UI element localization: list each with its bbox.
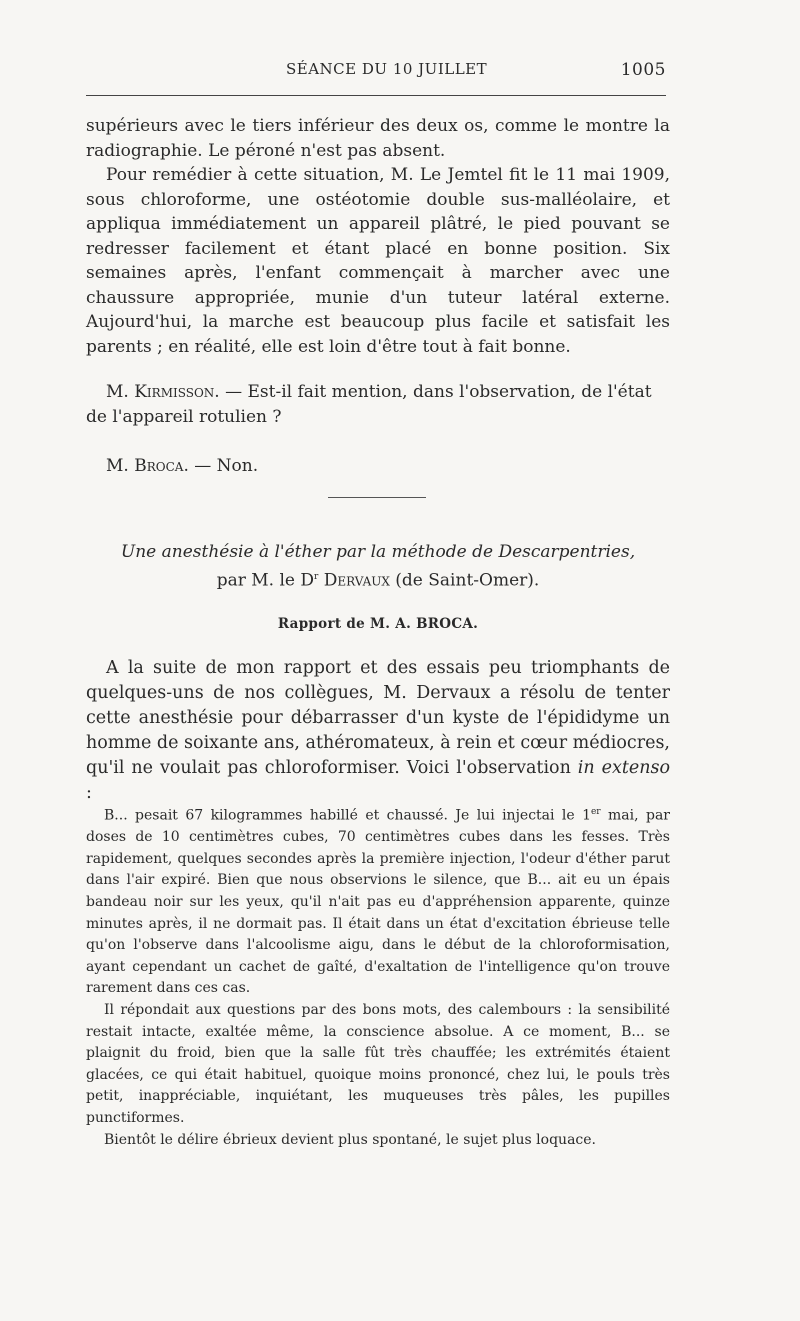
observation-paragraph-2: Il répondait aux questions par des bons mots, des calembours : la sensibilité restait intacte, exaltée même, la conscience absolue. A ce moment, B... se plaignit du froid, bien que la salle fût très chauffée; les extrémités étaient glacées, ce qui était habituel, quoique moins prononcé, chez lui, le pouls très petit, inappréciable, inquiétant, les muqueuses très pâles, les pupilles punctiformes. xyxy=(86,1002,670,1126)
kirmisson-remark xyxy=(86,380,670,430)
intro-paragraph-2: Pour remédier à cette situation, M. Le Jemtel fit le 11 mai 1909, sous chloroforme, une ostéotomie double sus-malléolaire, et appliqua immédiatement un appareil plâtré, le pied pouvant se redresser facilement et étant placé en bonne position. Six semaines après, l'enfant commençait à marcher avec une chaussure appropriée, munie d'un tuteur latéral externe. Aujourd'hui, la marche est beaucoup plus facile et satisfait les parents ; en réalité, elle est loin d'être tout à fait bonne. xyxy=(86,165,670,357)
article-author: par M. le $D^r$ Dervaux (de Saint-Omer). xyxy=(216,570,540,591)
header-title: SÉANCE DU 10 JUILLET xyxy=(286,60,488,78)
intro-paragraph-1: supérieurs avec le tiers inférieur des deux os, comme le montre la radiographie. Le péroné n'est pas absent. xyxy=(86,116,670,161)
broca-reply xyxy=(86,454,670,479)
kirmisson-text: . — Est-il fait mention, dans l'observation, de l'état de l'appareil rotulien ? xyxy=(86,382,652,427)
page-number: 1005 xyxy=(620,60,666,80)
kirmisson-prefix: M. xyxy=(106,382,135,402)
section-separator xyxy=(328,497,426,498)
author-name: Dervaux xyxy=(323,570,390,591)
rapport-heading: Rapport de M. A. BROCA. xyxy=(277,616,479,632)
kirmisson-name: Kirmisson xyxy=(134,382,215,402)
header-rule xyxy=(86,95,666,96)
broca-text: . — Non. xyxy=(183,456,259,476)
broca-prefix: M. xyxy=(106,456,135,476)
broca-name: Broca xyxy=(134,456,184,476)
observation-paragraph-3: Bientôt le délire ébrieux devient plus spontané, le sujet plus loquace. xyxy=(104,1131,596,1148)
observation-paragraph-1: B... pesait 67 kilogrammes habillé et chaussé. Je lui injectai le 1er mai, par doses de 10 centimètres cubes, 70 centimètres cubes dans les fesses. Très rapidement, quelques secondes après la première injection, l'odeur d'éther parut dans l'air expiré. Bien que nous observions le silence, que B... ait eu un épais bandeau noir sur les yeux, qu'il n'ait pas eu d'appréhension apparente, quinze minutes après, il ne dormait pas. Il était dans un état d'excitation ébrieuse telle qu'on l'observe dans l'alcoolisme aigu, dans le début de la chloroformisation, ayant cependant un cachet de gaîté, d'exaltation de l'intelligence qu'on trouve rarement dans ces cas. xyxy=(86,807,670,997)
rapport-text: A la suite de mon rapport et des essais peu triomphants de quelques-uns de nos collègues, M. Dervaux a résolu de tenter cette anesthésie pour débarrasser d'un kyste de l'épididyme un homme de soixante ans, athéromateux, à rein et cœur médiocres, qu'il ne voulait pas chloroformiser. Voici l'observation in extenso : xyxy=(86,658,670,803)
article-title-block xyxy=(86,540,670,594)
observation-text xyxy=(86,802,670,1151)
article-title: Une anesthésie à l'éther par la méthode de Descarpentries, xyxy=(120,542,636,562)
running-header xyxy=(86,60,666,82)
intro-text xyxy=(86,114,670,359)
